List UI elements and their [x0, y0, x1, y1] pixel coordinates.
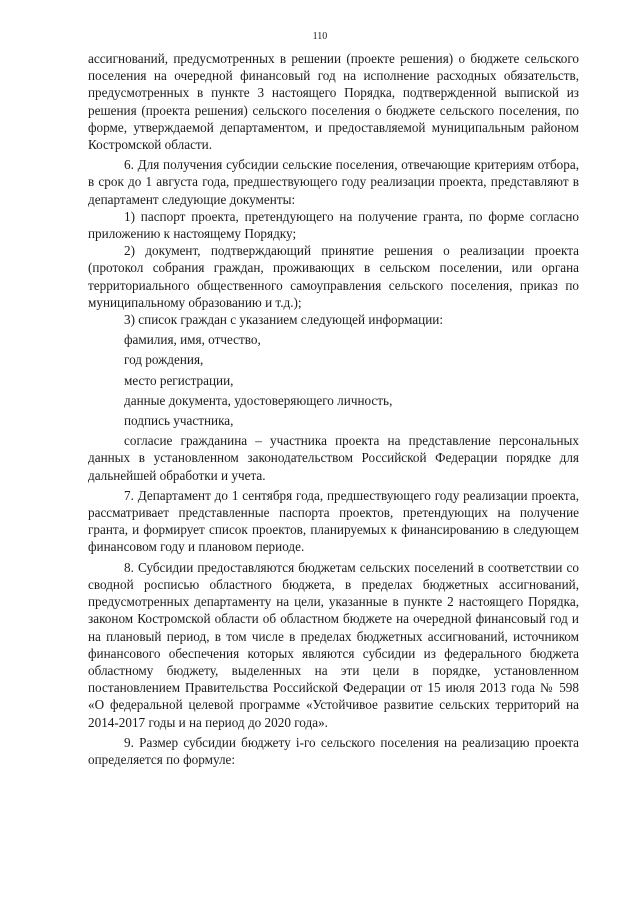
list-item-birth-year: год рождения,: [124, 352, 204, 368]
list-item-registration: место регистрации,: [124, 372, 234, 388]
document-body: [88, 50, 579, 768]
paragraph-6: 6. Для получения субсидии сельские поселения, отвечающие критериям отбора, в срок до 1 августа года, предшествующего году реализации проекта, представляют в департамент следующие документы:: [88, 157, 579, 207]
paragraph-6-item-2: 2) документ, подтверждающий принятие решения о реализации проекта (протокол собрания граждан, проживающих в сельском поселении, или органа территориального общественного самоуправления сельского поселения, приказ по муниципальному образованию и т.д.);: [88, 243, 579, 310]
list-item-full-name: фамилия, имя, отчество,: [124, 332, 261, 348]
list-item-id-document: данные документа, удостоверяющего личность,: [124, 392, 393, 408]
list-item-consent: согласие гражданина – участника проекта на представление персональных данных в установленном законодательством Российской Федерации порядке для дальнейшей обработки и учета.: [88, 433, 579, 483]
list-item-signature: подпись участника,: [124, 413, 234, 429]
paragraph-6-item-3: 3) список граждан с указанием следующей информации:: [124, 312, 443, 328]
paragraph-7: 7. Департамент до 1 сентября года, предшествующего году реализации проекта, рассматривает представленные паспорта проектов, претендующих на получение гранта, и формирует список проектов, планируемых к финансированию в следующем финансовом году и плановом периоде.: [88, 487, 579, 555]
paragraph-9: 9. Размер субсидии бюджету i-го сельского поселения на реализацию проекта определяется по формуле:: [88, 734, 579, 767]
paragraph-8: 8. Субсидии предоставляются бюджетам сельских поселений в соответствии со сводной росписью областного бюджета, в пределах бюджетных ассигнований, предусмотренных департаменту на цели, указанные в пункте 2 настоящего Порядка, законом Костромской области об областном бюджете на очередной финансовый год и на плановый период, в том числе в пределах бюджетных ассигнований, источником финансового обеспечения которых являются субсидии из федерального бюджета областному бюджету, выделенных на эти цели в порядке, установленном постановлением Правительства Российской Федерации от 15 июля 2013 года № 598 «О федеральной целевой программе «Устойчивое развитие сельских территорий на 2014-2017 годы и на период до 2020 года».: [88, 559, 579, 730]
paragraph-6-item-1: 1) паспорт проекта, претендующего на получение гранта, по форме согласно приложению к настоящему Порядку;: [88, 208, 579, 242]
page-number: 110: [312, 31, 328, 42]
paragraph-continuation: ассигнований, предусмотренных в решении (проекте решения) о бюджете сельского поселения на очередной финансовый год на исполнение расходных обязательств, предусмотренных в пункте 3 настоящего Порядка, подтвержденной выпиской из решения (проекта решения) сельского поселения о бюджете сельского поселения, по форме, утверждаемой департаментом, и предоставляемой муниципальным районом Костромской области.: [88, 51, 579, 153]
